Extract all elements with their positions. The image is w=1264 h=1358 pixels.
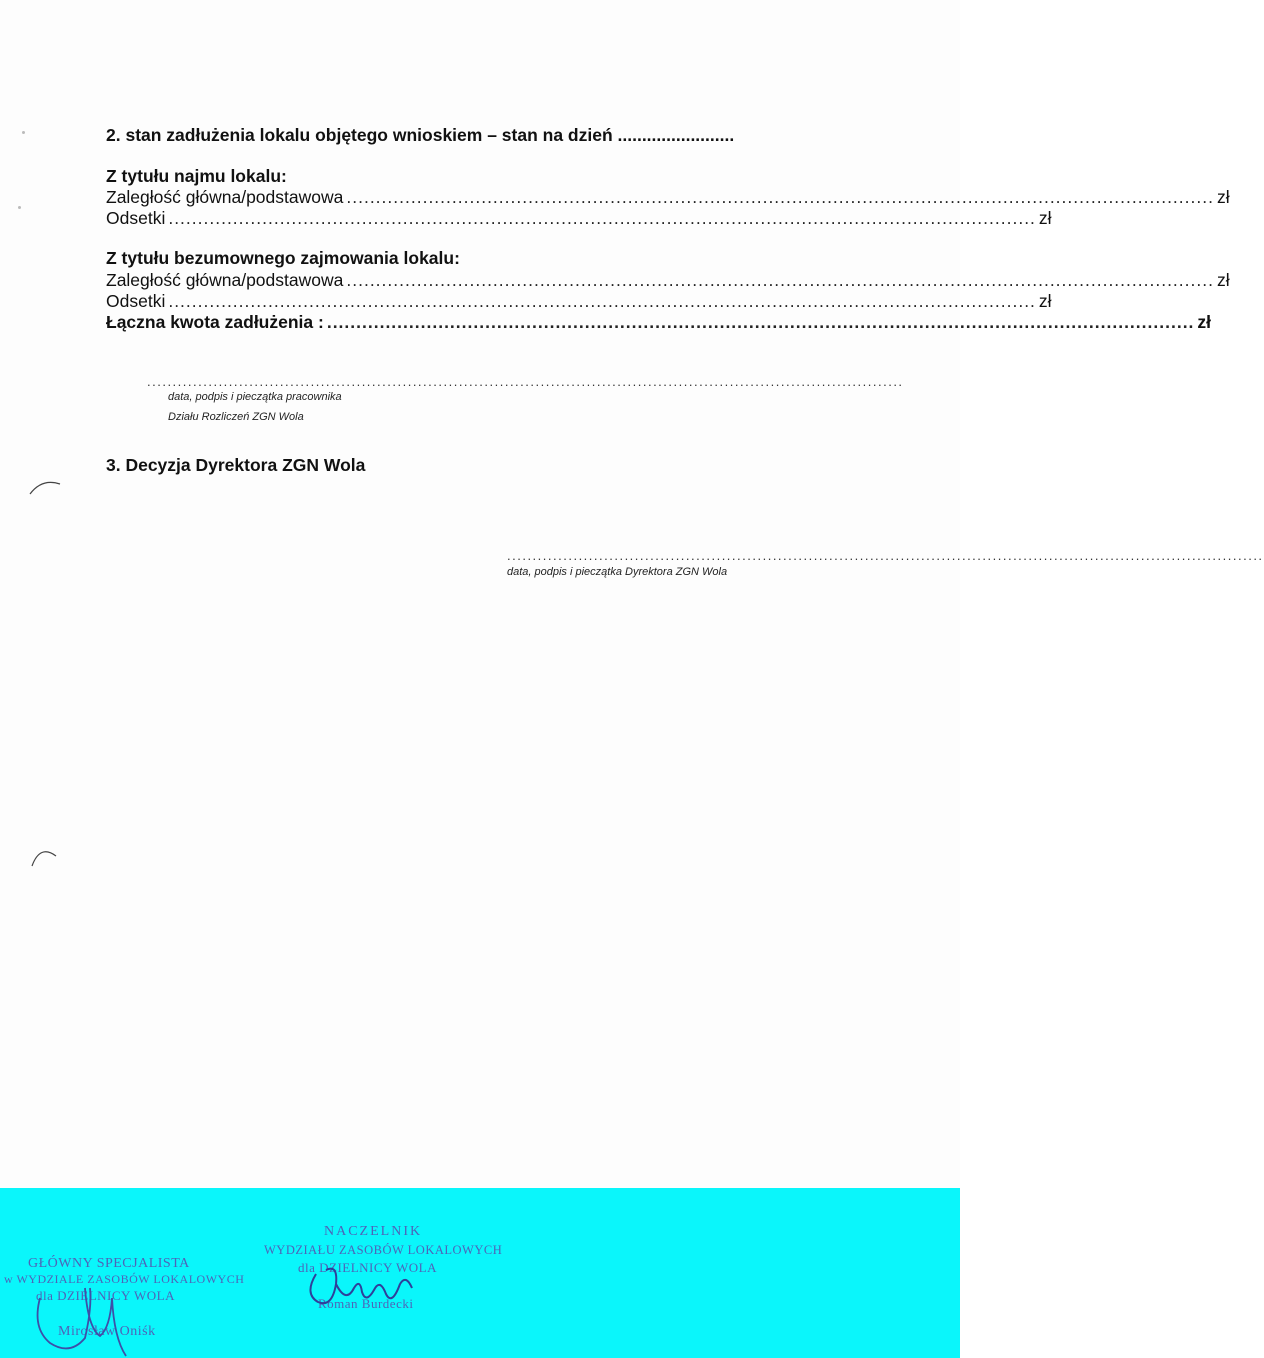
section-2-heading: 2. stan zadłużenia lokalu objętego wnioskiem – stan na dzień ........................	[106, 125, 735, 145]
director-signature-line: ....................................................................................................................................................	[507, 548, 1264, 563]
bezumowne-principal-unit: zł	[1216, 270, 1230, 290]
left-stamp-line-2: w WYDZIALE ZASOBÓW LOKALOWYCH	[4, 1272, 245, 1286]
right-stamp-name: Roman Burdecki	[318, 1296, 414, 1311]
director-signature-caption: data, podpis i pieczątka Dyrektora ZGN Wola	[507, 566, 728, 578]
dot-leader: ....................................................................................................................................................	[346, 187, 1214, 207]
scan-speck	[22, 131, 25, 134]
punch-hole-mark	[26, 842, 66, 872]
dot-leader: ....................................................................................................................................................	[168, 291, 1036, 311]
bezumowne-title: Z tytułu bezumownego zajmowania lokalu:	[106, 248, 460, 268]
najem-interest-label: Odsetki	[106, 208, 166, 228]
najem-title: Z tytułu najmu lokalu:	[106, 166, 287, 186]
left-stamp-line-3: dla DZIELNICY WOLA	[36, 1288, 175, 1303]
right-stamp-line-3: dla DZIELNICY WOLA	[298, 1260, 437, 1275]
scan-speck	[18, 206, 21, 209]
left-signature-scribble	[30, 1268, 150, 1358]
bezumowne-principal-row	[106, 270, 1230, 291]
bezumowne-interest-unit: zł	[1038, 291, 1052, 311]
punch-hole-mark	[26, 476, 66, 500]
employee-signature-caption-2: Działu Rozliczeń ZGN Wola	[168, 411, 304, 423]
section-3-heading: 3. Decyzja Dyrektora ZGN Wola	[106, 455, 366, 475]
bezumowne-interest-row	[106, 291, 1052, 312]
najem-interest-unit: zł	[1038, 208, 1052, 228]
left-stamp-line-1: GŁÓWNY SPECJALISTA	[28, 1256, 190, 1271]
bezumowne-interest-label: Odsetki	[106, 291, 166, 311]
dot-leader: ....................................................................................................................................................	[326, 312, 1195, 332]
najem-principal-row	[106, 187, 1230, 208]
employee-signature-caption-1: data, podpis i pieczątka pracownika	[168, 391, 342, 403]
right-stamp-line-2: WYDZIAŁU ZASOBÓW LOKALOWYCH	[264, 1243, 503, 1257]
najem-principal-label: Zaległość główna/podstawowa	[106, 187, 344, 207]
najem-principal-unit: zł	[1216, 187, 1230, 207]
stamp-area	[0, 1188, 960, 1358]
left-stamp-name: Mirosław Oniśk	[58, 1324, 156, 1339]
employee-signature-line: ....................................................................................................................................................	[147, 374, 904, 389]
total-label: Łączna kwota zadłużenia :	[106, 312, 324, 332]
right-stamp-line-1: NACZELNIK	[324, 1224, 423, 1239]
total-row	[106, 312, 1212, 333]
dot-leader: ....................................................................................................................................................	[346, 270, 1214, 290]
total-unit: zł	[1197, 312, 1212, 332]
right-signature-scribble	[296, 1254, 436, 1314]
bezumowne-principal-label: Zaległość główna/podstawowa	[106, 270, 344, 290]
najem-interest-row	[106, 208, 1052, 229]
dot-leader: ....................................................................................................................................................	[168, 208, 1036, 228]
